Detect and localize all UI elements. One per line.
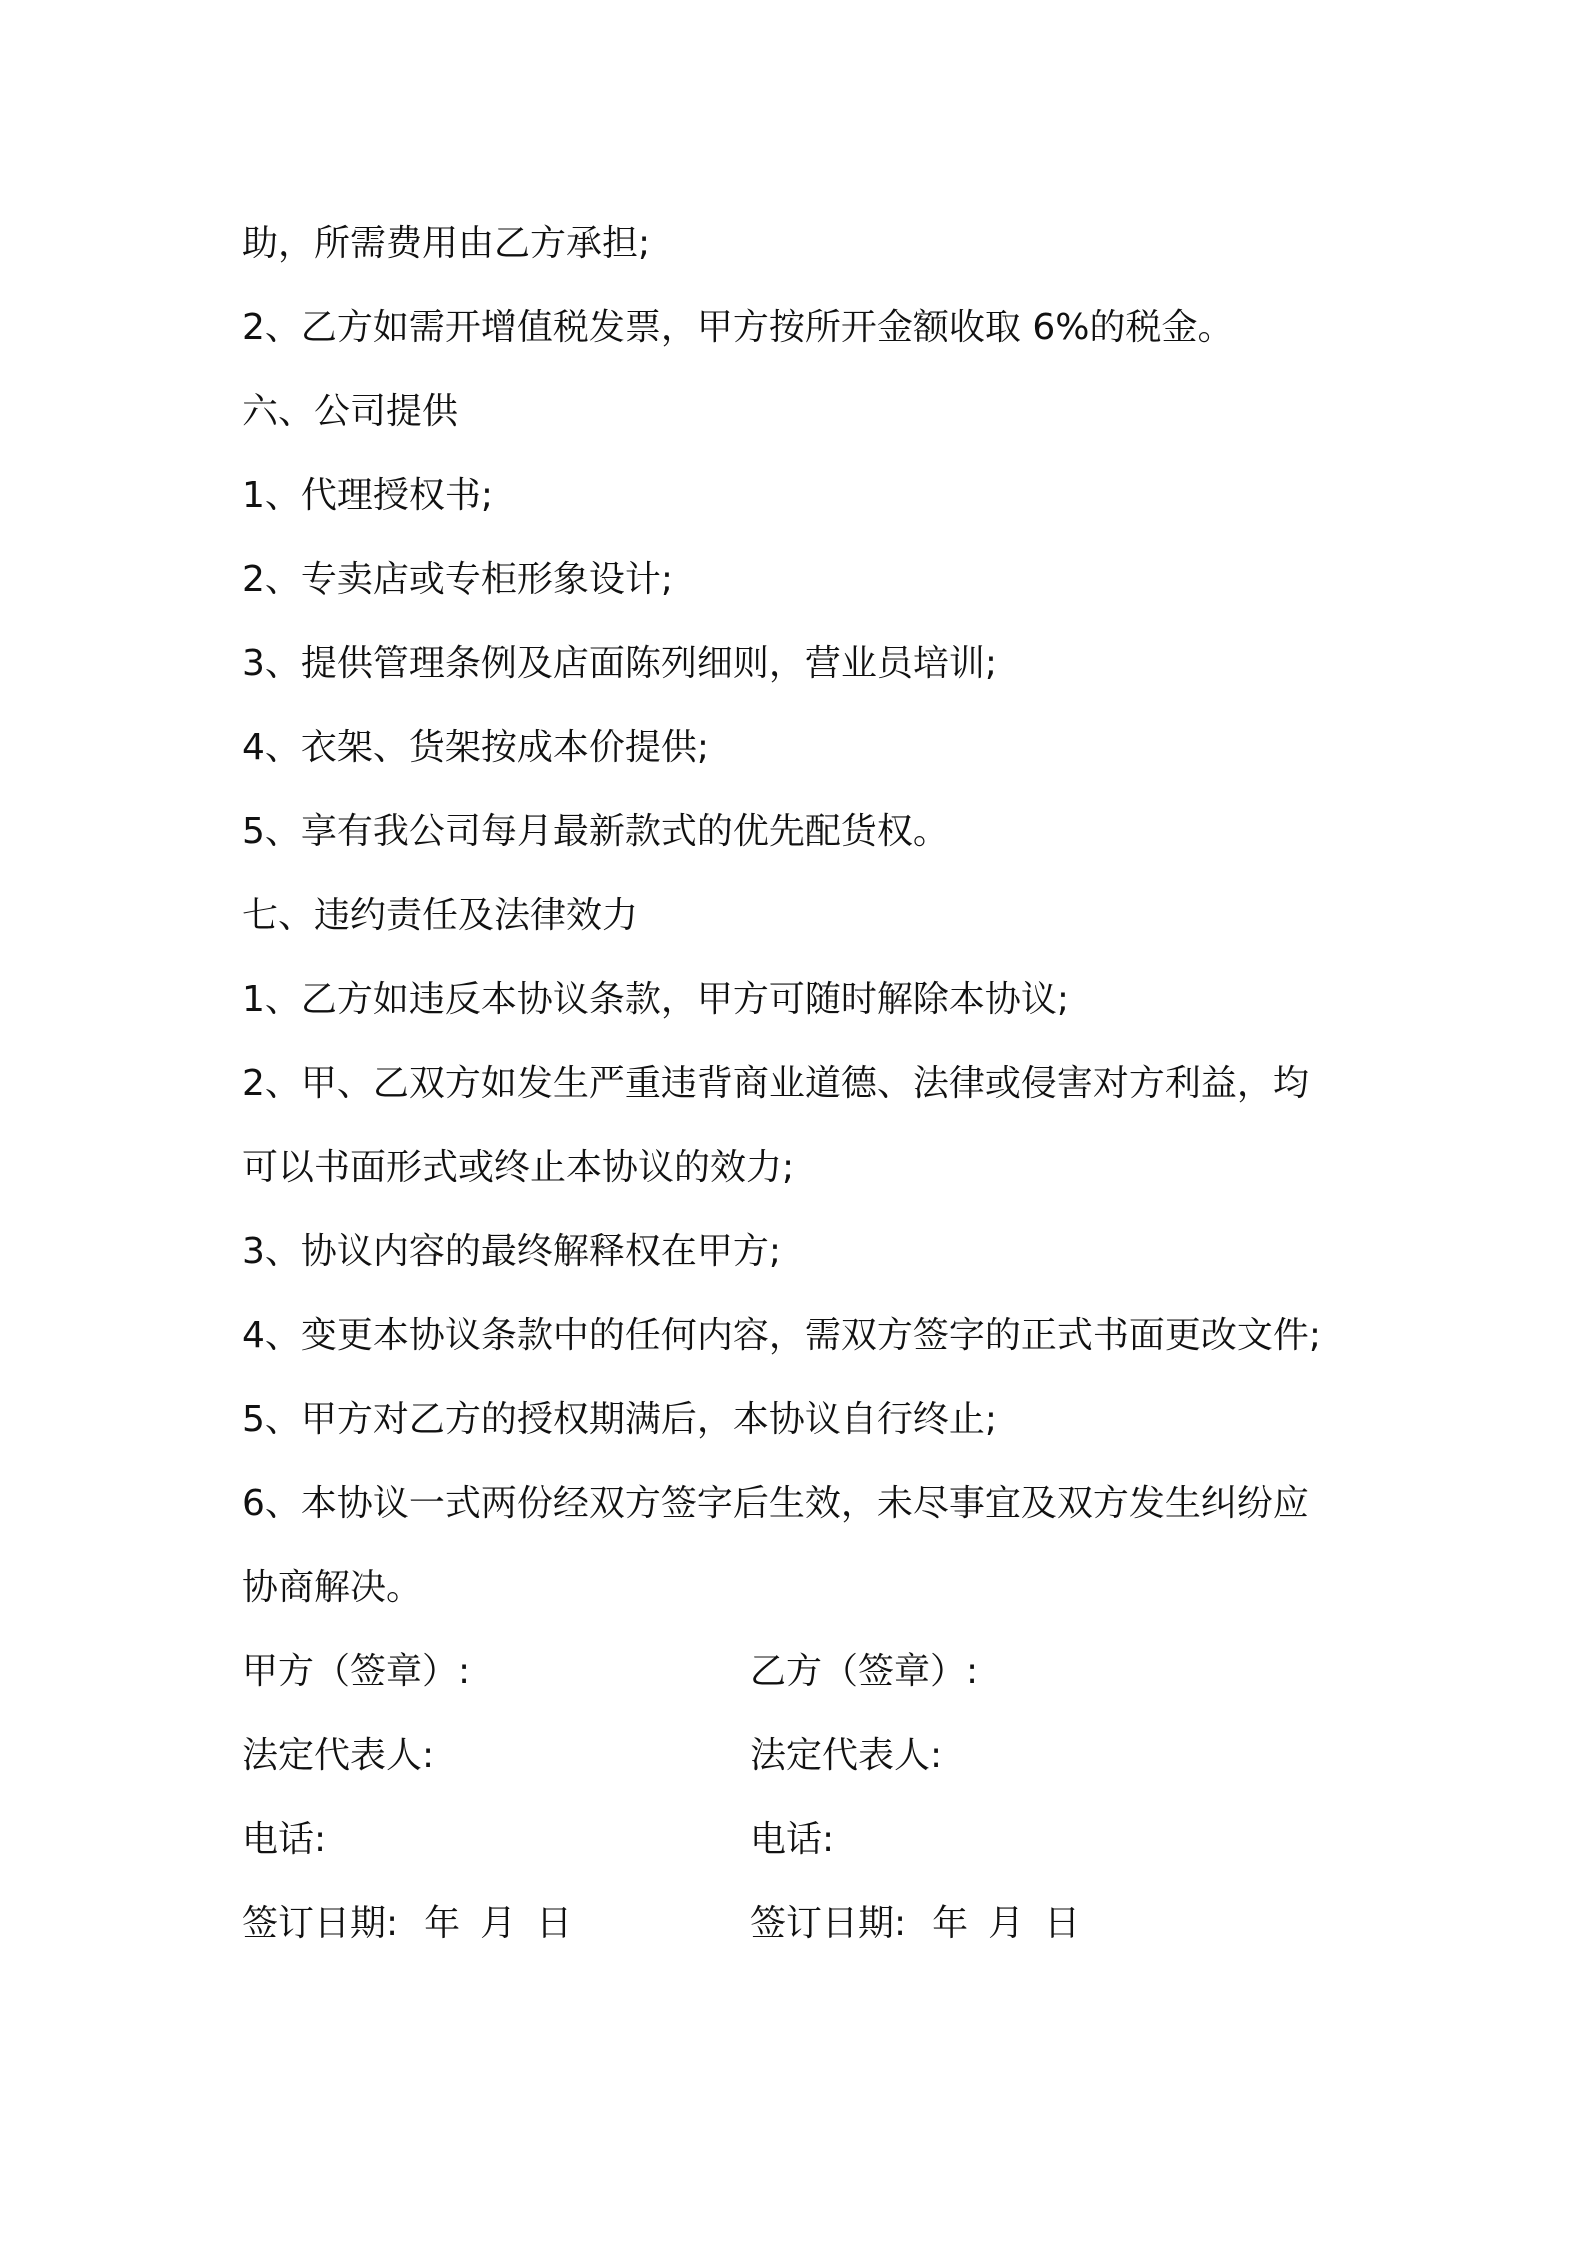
party-a-date-label: 签订日期: [242, 1903, 399, 1944]
paragraph-line: 2、乙方如需开增值税发票，甲方按所开金额收取 6%的税金。 [242, 307, 1234, 348]
signature-block [242, 1630, 1362, 1966]
paragraph-line: 4、衣架、货架按成本价提供; [242, 727, 710, 768]
paragraph-line: 2、甲、乙双方如发生严重违背商业道德、法律或侵害对方利益，均 [242, 1063, 1309, 1104]
party-b-date [750, 1882, 1258, 1966]
party-b-date-label: 签订日期: [750, 1903, 907, 1944]
paragraph-line: 5、甲方对乙方的授权期满后，本协议自行终止; [242, 1399, 998, 1440]
party-b-date-year: 年 [932, 1903, 969, 1944]
party-b-representative: 法定代表人: [750, 1735, 943, 1776]
party-a-seal: 甲方（签章）: [242, 1651, 471, 1692]
party-b-date-day: 日 [1044, 1903, 1081, 1944]
party-a-representative: 法定代表人: [242, 1735, 435, 1776]
party-a-date-day: 日 [536, 1903, 573, 1944]
party-a-date-parts [424, 1882, 592, 1966]
section-heading: 七、违约责任及法律效力 [242, 895, 639, 936]
section-heading: 六、公司提供 [242, 391, 459, 432]
signature-row-representative [242, 1714, 1362, 1798]
signature-row-seal [242, 1630, 1362, 1714]
paragraph-line: 1、乙方如违反本协议条款，甲方可随时解除本协议; [242, 979, 1070, 1020]
paragraph-line: 6、本协议一式两份经双方签字后生效，未尽事宜及双方发生纠纷应 [242, 1483, 1309, 1524]
signature-row-phone [242, 1798, 1362, 1882]
party-a-phone: 电话: [242, 1819, 327, 1860]
paragraph-line: 可以书面形式或终止本协议的效力; [242, 1147, 795, 1188]
paragraph-line: 协商解决。 [242, 1567, 423, 1608]
paragraph-line: 助，所需费用由乙方承担; [242, 223, 651, 264]
party-a-date [242, 1882, 750, 1966]
party-a-date-year: 年 [424, 1903, 461, 1944]
paragraph-line: 3、协议内容的最终解释权在甲方; [242, 1231, 782, 1272]
party-a-date-month: 月 [480, 1903, 517, 1944]
paragraph-line: 1、代理授权书; [242, 475, 494, 516]
signature-row-date [242, 1882, 1362, 1966]
paragraph-line: 2、专卖店或专柜形象设计; [242, 559, 674, 600]
party-b-date-parts [932, 1882, 1100, 1966]
document-body [242, 202, 1362, 1966]
party-b-seal: 乙方（签章）: [750, 1651, 979, 1692]
paragraph-line: 4、变更本协议条款中的任何内容，需双方签字的正式书面更改文件; [242, 1315, 1322, 1356]
party-b-date-month: 月 [988, 1903, 1025, 1944]
party-b-phone: 电话: [750, 1819, 835, 1860]
paragraph-line: 5、享有我公司每月最新款式的优先配货权。 [242, 811, 949, 852]
paragraph-line: 3、提供管理条例及店面陈列细则，营业员培训; [242, 643, 998, 684]
